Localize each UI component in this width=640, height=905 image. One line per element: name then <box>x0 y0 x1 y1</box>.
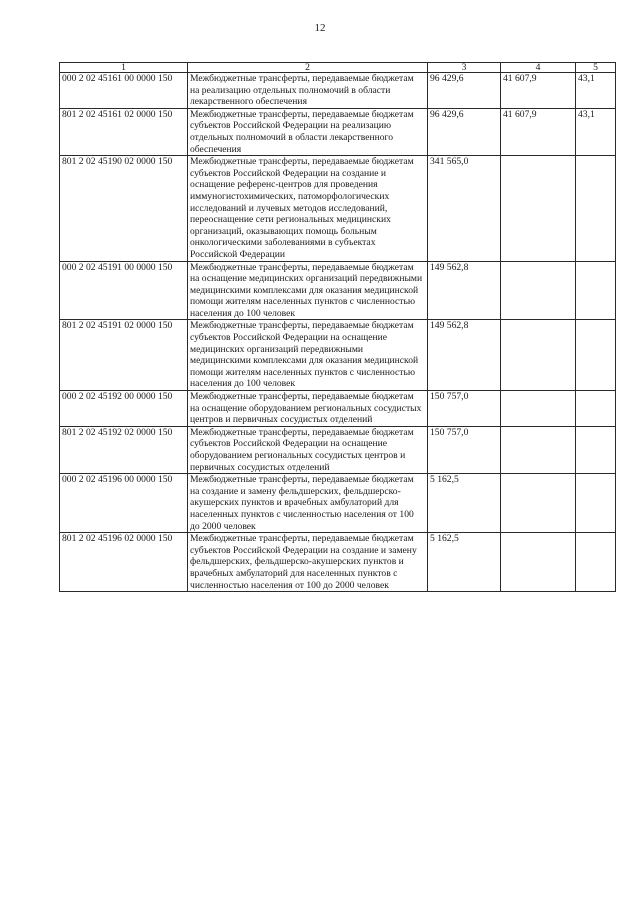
value-column-5-cell <box>576 391 616 427</box>
budget-code-cell: 000 2 02 45191 00 0000 150 <box>60 261 188 320</box>
page-number: 12 <box>314 22 326 34</box>
value-column-4-cell <box>501 320 576 391</box>
table-row <box>60 261 616 320</box>
budget-code-cell: 801 2 02 45196 02 0000 150 <box>60 533 188 592</box>
description-cell: Межбюджетные трансферты, передаваемые бюджетам субъектов Российской Федерации на создание и замену фельдшерских, фельдшерско-акушерских пунктов и врачебных амбулаторий для населенных пунктов с численностью населения от 100 до 2000 человек <box>188 533 428 592</box>
header-row <box>60 63 616 73</box>
description-cell: Межбюджетные трансферты, передаваемые бюджетам субъектов Российской Федерации на реализацию отдельных полномочий в области лекарственного обеспечения <box>188 108 428 155</box>
budget-code-cell: 801 2 02 45191 02 0000 150 <box>60 320 188 391</box>
value-column-3-cell: 5 162,5 <box>428 533 501 592</box>
value-column-4-cell <box>501 533 576 592</box>
description-cell: Межбюджетные трансферты, передаваемые бюджетам на оснащение оборудованием региональных сосудистых центров и первичных сосудистых отделений <box>188 391 428 427</box>
table-row <box>60 391 616 427</box>
value-column-3-cell: 96 429,6 <box>428 108 501 155</box>
budget-code-cell: 000 2 02 45196 00 0000 150 <box>60 474 188 533</box>
table-row <box>60 533 616 592</box>
budget-code-cell: 000 2 02 45161 00 0000 150 <box>60 73 188 109</box>
value-column-5-cell: 43,1 <box>576 73 616 109</box>
value-column-5-cell <box>576 474 616 533</box>
budget-code-cell: 801 2 02 45161 02 0000 150 <box>60 108 188 155</box>
description-cell: Межбюджетные трансферты, передаваемые бюджетам на оснащение медицинских организаций передвижными медицинскими комплексами для оказания медицинской помощи жителям населенных пунктов с численностью населения до 100 человек <box>188 261 428 320</box>
column-header-5: 5 <box>576 63 616 73</box>
value-column-4-cell <box>501 156 576 261</box>
table-row <box>60 426 616 473</box>
value-column-3-cell: 149 562,8 <box>428 261 501 320</box>
description-cell: Межбюджетные трансферты, передаваемые бюджетам на реализацию отдельных полномочий в области лекарственного обеспечения <box>188 73 428 109</box>
value-column-3-cell: 5 162,5 <box>428 474 501 533</box>
value-column-3-cell: 96 429,6 <box>428 73 501 109</box>
value-column-5-cell: 43,1 <box>576 108 616 155</box>
budget-code-cell: 801 2 02 45192 02 0000 150 <box>60 426 188 473</box>
value-column-3-cell: 150 757,0 <box>428 391 501 427</box>
value-column-4-cell <box>501 474 576 533</box>
value-column-4-cell: 41 607,9 <box>501 73 576 109</box>
value-column-5-cell <box>576 533 616 592</box>
table-row <box>60 474 616 533</box>
budget-code-cell: 000 2 02 45192 00 0000 150 <box>60 391 188 427</box>
budget-table <box>59 62 616 592</box>
value-column-4-cell <box>501 261 576 320</box>
column-header-4: 4 <box>501 63 576 73</box>
value-column-5-cell <box>576 261 616 320</box>
table-row <box>60 320 616 391</box>
value-column-5-cell <box>576 156 616 261</box>
description-cell: Межбюджетные трансферты, передаваемые бюджетам субъектов Российской Федерации на оснащение медицинских организаций передвижными медицинскими комплексами для оказания медицинской помощи жителям населенных пунктов с численностью населения до 100 человек <box>188 320 428 391</box>
table-row <box>60 156 616 261</box>
description-cell: Межбюджетные трансферты, передаваемые бюджетам субъектов Российской Федерации на оснащение оборудованием региональных сосудистых центров и первичных сосудистых отделений <box>188 426 428 473</box>
column-header-1: 1 <box>60 63 188 73</box>
value-column-4-cell <box>501 391 576 427</box>
description-cell: Межбюджетные трансферты, передаваемые бюджетам субъектов Российской Федерации на создание и оснащение референс-центров для проведения иммуногистохимических, патоморфологических исследований и лучевых методов исследований, переоснащение сети региональных медицинских организаций, оказывающих помощь больным онкологическими заболеваниями в субъектах Российской Федерации <box>188 156 428 261</box>
value-column-3-cell: 341 565,0 <box>428 156 501 261</box>
description-cell: Межбюджетные трансферты, передаваемые бюджетам на создание и замену фельдшерских, фельдшерско-акушерских пунктов и врачебных амбулаторий для населенных пунктов с численностью населения от 100 до 2000 человек <box>188 474 428 533</box>
table-row <box>60 73 616 109</box>
value-column-4-cell: 41 607,9 <box>501 108 576 155</box>
value-column-3-cell: 150 757,0 <box>428 426 501 473</box>
budget-code-cell: 801 2 02 45190 02 0000 150 <box>60 156 188 261</box>
value-column-5-cell <box>576 320 616 391</box>
column-header-2: 2 <box>188 63 428 73</box>
value-column-4-cell <box>501 426 576 473</box>
table-row <box>60 108 616 155</box>
column-header-3: 3 <box>428 63 501 73</box>
value-column-3-cell: 149 562,8 <box>428 320 501 391</box>
value-column-5-cell <box>576 426 616 473</box>
